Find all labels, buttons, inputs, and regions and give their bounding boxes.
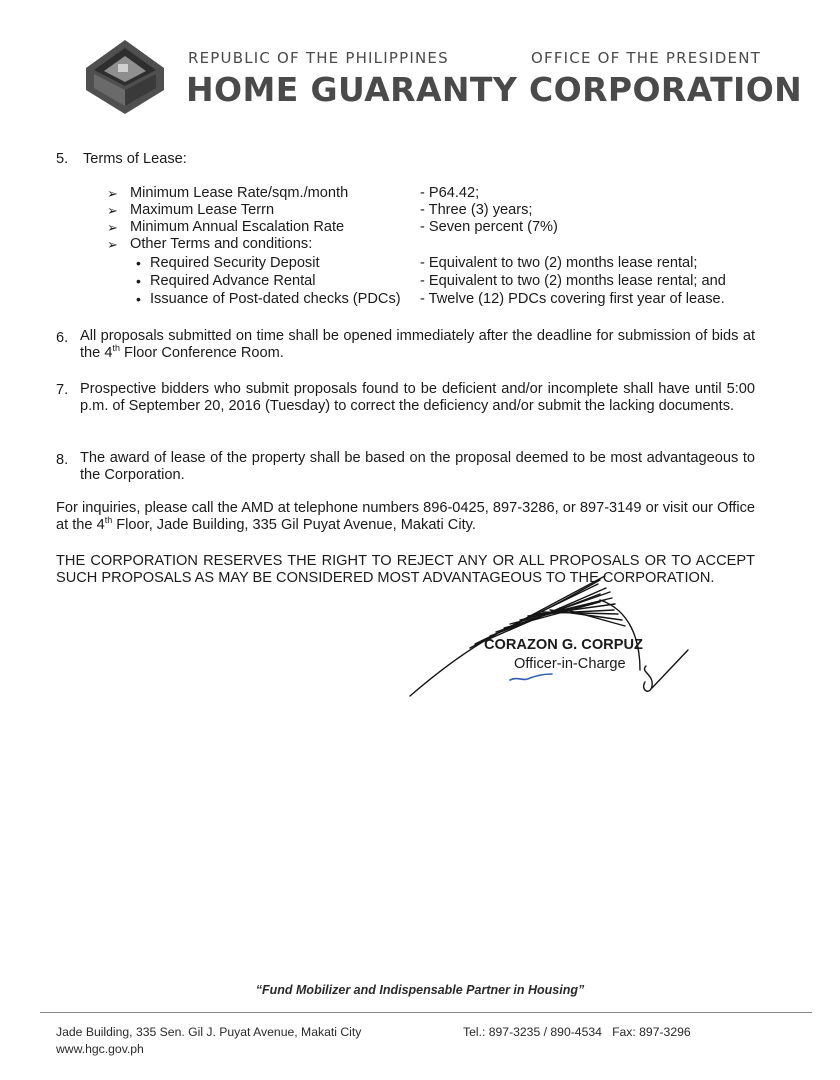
item-8-text: The award of lease of the property shall be based on the proposal deemed to be most advantageous to the Corporation.	[80, 450, 755, 483]
signatory-title: Officer-in-Charge	[514, 656, 626, 672]
signatory-name: CORAZON G. CORPUZ	[484, 637, 643, 653]
arrow-bullet-icon: ➢	[107, 203, 118, 218]
term-value: - Three (3) years;	[420, 202, 533, 218]
item-8-number: 8.	[56, 452, 69, 468]
term-label: Maximum Lease Terrn	[130, 202, 275, 218]
item-6-text: All proposals submitted on time shall be opened immediately after the deadline for submission of bids at the 4th Floor Conference Room.	[80, 328, 755, 361]
footer-divider	[40, 1012, 812, 1013]
reservation-clause: THE CORPORATION RESERVES THE RIGHT TO REJECT ANY OR ALL PROPOSALS OR TO ACCEPT SUCH PROPOSALS AS MAY BE CONSIDERED MOST ADVANTAGEOUS TO THE CORPORATION.	[56, 553, 755, 586]
corporation-title: HOME GUARANTY CORPORATION	[186, 70, 803, 109]
term-value: - P64.42;	[420, 185, 480, 201]
item-7-number: 7.	[56, 382, 69, 398]
term-label: Minimum Annual Escalation Rate	[130, 219, 345, 235]
item-6-number: 6.	[56, 330, 69, 346]
dot-bullet-icon: •	[136, 255, 141, 271]
term-label: Other Terms and conditions:	[130, 236, 313, 252]
footer-motto: “Fund Mobilizer and Indispensable Partner in Housing”	[255, 983, 585, 997]
inquiries-paragraph: For inquiries, please call the AMD at telephone numbers 896-0425, 897-3286, or 897-3149 or visit our Office at the 4th Floor, Jade Building, 335 Gil Puyat Avenue, Makati City.	[56, 500, 755, 533]
condition-label: Required Advance Rental	[150, 273, 316, 289]
dot-bullet-icon: •	[136, 273, 141, 289]
condition-value: - Equivalent to two (2) months lease rental; and	[420, 273, 726, 289]
condition-value: - Equivalent to two (2) months lease rental;	[420, 255, 698, 271]
footer-address: Jade Building, 335 Sen. Gil J. Puyat Avenue, Makati City	[56, 1025, 362, 1039]
arrow-bullet-icon: ➢	[107, 220, 118, 235]
item-5-number: 5.	[56, 151, 69, 167]
item-7-text: Prospective bidders who submit proposals found to be deficient and/or incomplete shall have until 5:00 p.m. of September 20, 2016 (Tuesday) to correct the deficiency and/or submit the lacking documents.	[80, 381, 755, 414]
condition-label: Required Security Deposit	[150, 255, 320, 271]
condition-value: - Twelve (12) PDCs covering first year of lease.	[420, 291, 725, 307]
terms-heading: Terms of Lease:	[83, 151, 187, 167]
footer-contacts: Tel.: 897-3235 / 890-4534 Fax: 897-3296	[463, 1025, 691, 1039]
term-label: Minimum Lease Rate/sqm./month	[130, 185, 349, 201]
term-value: - Seven percent (7%)	[420, 219, 558, 235]
arrow-bullet-icon: ➢	[107, 186, 118, 201]
arrow-bullet-icon: ➢	[107, 237, 118, 252]
initials-mark	[510, 674, 552, 680]
footer-website: www.hgc.gov.ph	[56, 1042, 144, 1056]
office-label: OFFICE OF THE PRESIDENT	[531, 49, 761, 67]
condition-label: Issuance of Post-dated checks (PDCs)	[150, 291, 401, 307]
dot-bullet-icon: •	[136, 291, 141, 307]
republic-label: REPUBLIC OF THE PHILIPPINES	[188, 49, 449, 67]
hgc-house-logo-icon	[84, 38, 166, 116]
